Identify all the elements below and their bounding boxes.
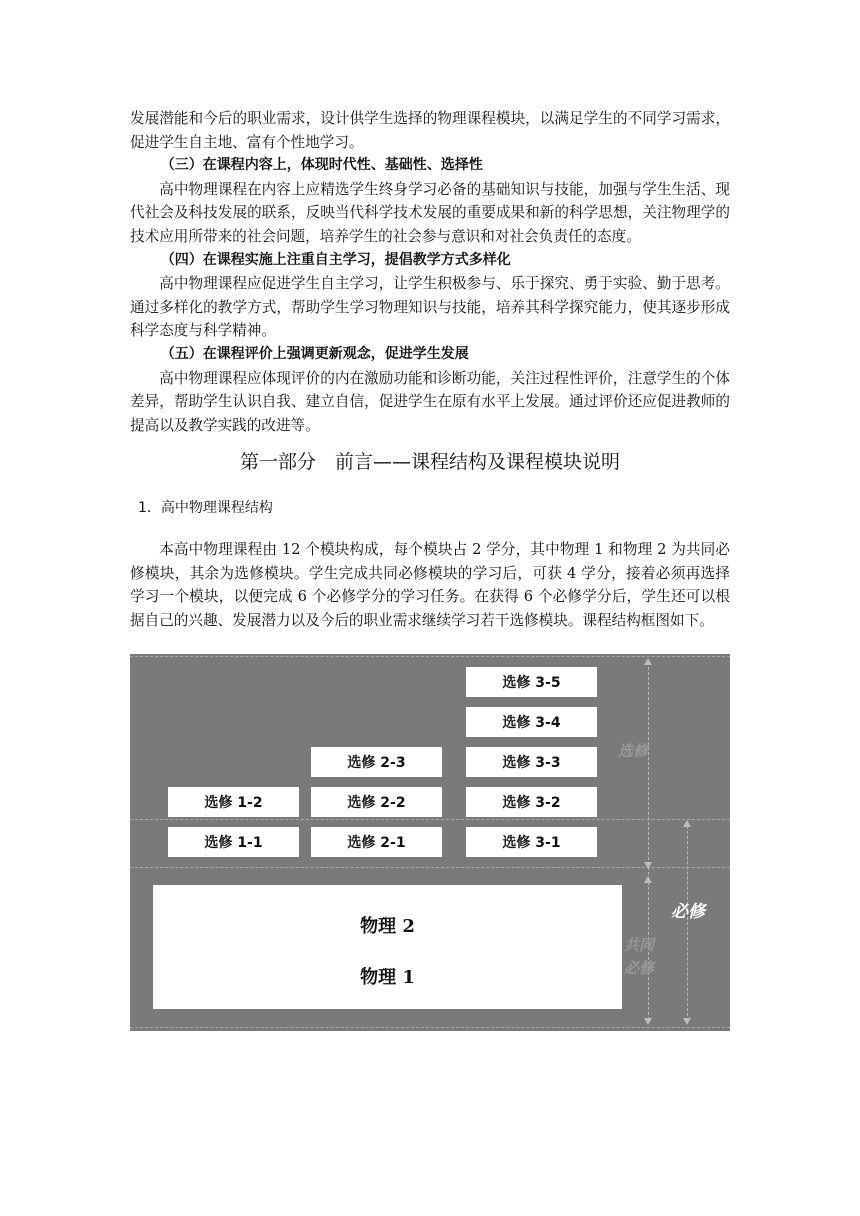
divider-middle: [130, 819, 730, 820]
heading-implementation: （四）在课程实施上注重自主学习，提倡教学方式多样化: [160, 251, 511, 268]
arrow-down-icon: [644, 1018, 652, 1025]
arrow-up-icon: [683, 820, 691, 827]
module-box-3-3: 选修 3-3: [466, 747, 597, 777]
arrow-up-icon: [644, 876, 652, 883]
core-module-physics-1: 物理 1: [360, 967, 415, 988]
arrow-down-icon: [644, 862, 652, 869]
module-box-3-1: 选修 3-1: [466, 827, 597, 857]
body-text-top: [130, 107, 730, 437]
sub-title: 1．高中物理课程结构: [138, 500, 273, 516]
core-module-box: [153, 885, 622, 1009]
course-structure-diagram: [130, 654, 730, 1031]
module-box-1-1: 选修 1-1: [168, 827, 299, 857]
section-title: 第一部分 前言——课程结构及课程模块说明: [239, 451, 620, 473]
paragraph-implementation: 高中物理课程应促进学生自主学习，让学生积极参与、乐于探究、勇于实验、勤于思考。通过多样化的教学方式，帮助学生学习物理知识与技能，培养其科学探究能力，使其逐步形成科学态度与科学精神。: [130, 275, 730, 340]
module-box-3-4: 选修 3-4: [466, 707, 597, 737]
label-common-must: 必修: [624, 959, 655, 977]
module-box-1-2: 选修 1-2: [168, 787, 299, 817]
heading-evaluation: （五）在课程评价上强调更新观念，促进学生发展: [160, 345, 469, 362]
module-box-3-5: 选修 3-5: [466, 667, 597, 697]
core-module-physics-2: 物理 2: [360, 916, 415, 937]
label-elective: 选修: [618, 742, 649, 760]
arrow-down-icon: [683, 1018, 691, 1025]
paragraph-continued: 发展潜能和今后的职业需求，设计供学生选择的物理课程模块，以满足学生的不同学习需求，促进学生自主地、富有个性地学习。: [130, 110, 730, 151]
divider-lower: [130, 867, 730, 868]
arrow-up-icon: [644, 658, 652, 665]
paragraph-intro: 本高中物理课程由 12 个模块构成，每个模块占 2 学分，其中物理 1 和物理 2 为共同必修模块，其余为选修模块。学生完成共同必修模块的学习后，可获 4 学分，接着必须再选择学习一个模块，以便完成 6 个必修学分的学习任务。在获得 6 个必修学分后，学生还可以根据自己的兴趣、发展潜力以及今后的职业需求继续学习若干选修模块。课程结构框图如下。: [130, 541, 730, 629]
label-required: 必修: [671, 902, 705, 922]
module-box-3-2: 选修 3-2: [466, 787, 597, 817]
paragraph-content: 高中物理课程在内容上应精选学生终身学习必备的基础知识与技能，加强与学生生活、现代社会及科技发展的联系，反映当代科学技术发展的重要成果和新的科学思想，关注物理学的技术应用所带来的社会问题，培养学生的社会参与意识和对社会负责任的态度。: [130, 180, 730, 245]
label-common-required: [624, 934, 654, 980]
divider-top: [130, 656, 730, 657]
body-text-intro: [130, 538, 730, 632]
module-box-2-3: 选修 2-3: [311, 747, 442, 777]
label-common: 共同: [624, 936, 655, 954]
module-box-2-1: 选修 2-1: [311, 827, 442, 857]
heading-content: （三）在课程内容上，体现时代性、基础性、选择性: [160, 157, 483, 174]
divider-bottom: [130, 1027, 730, 1028]
paragraph-evaluation: 高中物理课程应体现评价的内在激励功能和诊断功能，关注过程性评价，注意学生的个体差异，帮助学生认识自我、建立自信，促进学生在原有水平上发展。通过评价还应促进教师的提高以及教学实践的改进等。: [130, 369, 730, 434]
module-box-2-2: 选修 2-2: [311, 787, 442, 817]
